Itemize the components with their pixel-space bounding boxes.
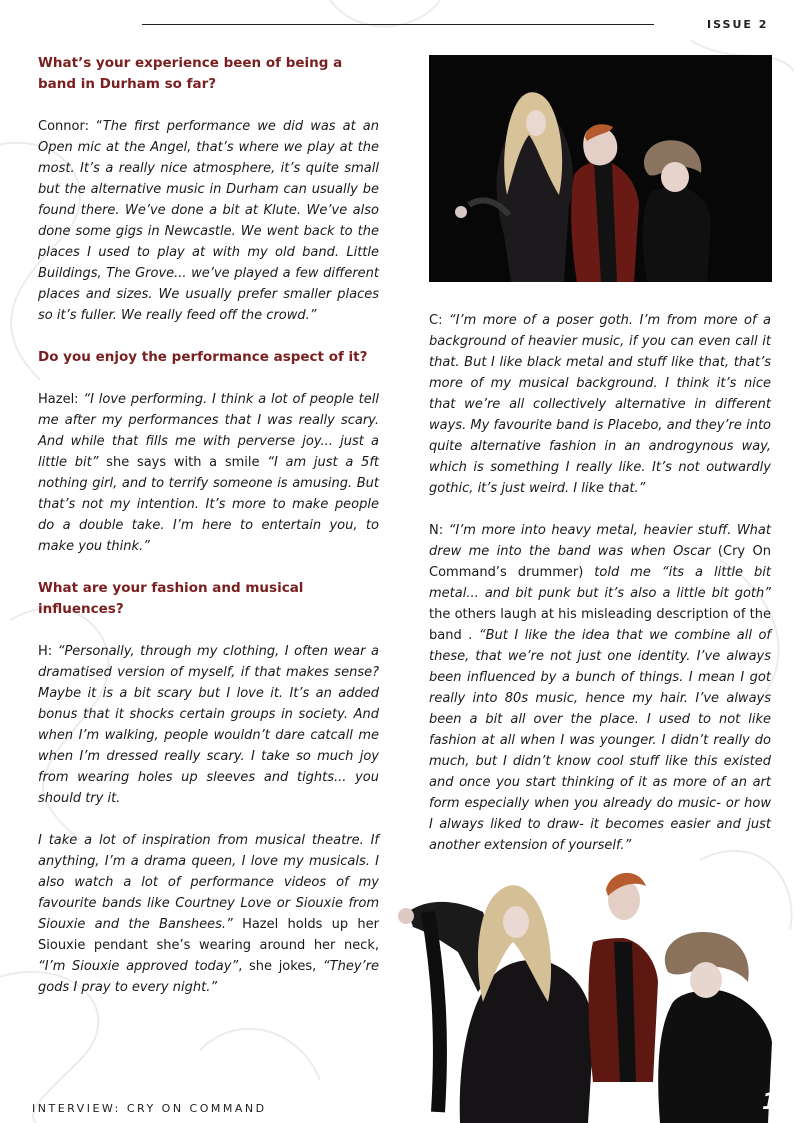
answer-n-narration-1: (Cry On Command’s drummer) xyxy=(429,544,771,580)
answer-4 xyxy=(38,830,379,998)
answer-2-quote-2: “I am just a 5ft nothing girl, and to terrify someone is amusing. But that’s not my intention. It’s more to make people do a double take. I’m here to entertain you, to make you think.” xyxy=(38,455,379,554)
answer-2-quote-1: “I love performing. I think a lot of people tell me after my performances that I was really scary. And while that fills me with perverse joy... just a little bit” xyxy=(38,392,379,470)
question-1: What’s your experience been of being a band in Durham so far? xyxy=(38,55,343,92)
answer-3 xyxy=(38,641,379,809)
speaker-n: N: xyxy=(429,523,449,538)
answer-n-quote-3: “But I like the idea that we combine all of these, that we’re not just one identity. I’ve always been influenced by a bunch of things. I mean I got really into 80s music, hence my hair. I’ve always been a bit all over the place. I used to not like fashion at all when I was younger. I didn’t really do much, but I didn’t know cool stuff like this existed and once you start thinking of it as more of an art form especially when you already do music- or how I always liked to draw- it becomes easier and just another extension of yourself.” xyxy=(429,628,772,853)
band-photo-cutout xyxy=(388,852,794,1123)
footer-label: INTERVIEW: CRY ON COMMAND xyxy=(32,1102,267,1115)
answer-1 xyxy=(38,116,379,326)
answer-n xyxy=(429,520,771,856)
answer-n-narration-2: the others laugh at his misleading description of the band . xyxy=(429,607,771,643)
speaker-hazel: Hazel: xyxy=(38,392,84,407)
answer-4-text: I take a lot of inspiration from musical theatre. If anything, I’m a drama queen, I love my musicals. I also watch a lot of performance videos of my favourite bands like Courtney Love or Siouxie from Siouxie and the Banshees.” xyxy=(38,833,379,932)
answer-4-end: “They’re gods I pray to every night.” xyxy=(38,959,380,995)
speaker-h: H: xyxy=(38,644,58,659)
band-photo-night xyxy=(429,55,772,282)
left-column xyxy=(38,53,379,998)
speaker-c: C: xyxy=(429,313,449,328)
band-photo-night-illustration xyxy=(429,55,772,282)
answer-1-text: The first performance we did was at an Open mic at the Angel, that’s where we play at the most. It’s a really nice atmosphere, it’s quite small but the alternative music in Durham can usually be found there. We’ve done a bit at Klute. We’ve also done some gigs in Newcastle. We went back to the places I used to play at with my old band. Little Buildings, The Grove... we’ve played a few different places and sizes. We usually prefer smaller places so it’s fuller. We really feed off the crowd.” xyxy=(38,119,380,323)
question-2: Do you enjoy the performance aspect of it? xyxy=(38,349,368,365)
header-rule xyxy=(142,24,654,25)
answer-2 xyxy=(38,389,379,557)
issue-label: ISSUE 2 xyxy=(707,18,769,31)
question-3: What are your fashion and musical influences? xyxy=(38,580,304,617)
answer-c xyxy=(429,310,771,499)
answer-2-narration: she says with a smile xyxy=(98,455,268,470)
answer-4-narration: Hazel holds up her Siouxie pendant she’s wearing around her neck, xyxy=(38,917,379,953)
answer-n-quote-1: “I’m more into heavy metal, heavier stuff. What drew me into the band was when Oscar xyxy=(429,523,771,559)
answer-4-quote: “I’m Siouxie approved today” xyxy=(38,959,239,974)
right-column xyxy=(429,310,771,856)
answer-n-quote-2: told me “its a little bit metal... and bit punk but it’s also a little bit goth” xyxy=(429,565,771,601)
page-number: 11 xyxy=(762,1090,793,1115)
answer-4-narration-2: , she jokes, xyxy=(238,959,323,974)
answer-3-text: “Personally, through my clothing, I often wear a dramatised version of myself, if that makes sense? Maybe it is a bit scary but I love it. It’s an added bonus that it shocks certain groups in society. And when I’m walking, people wouldn’t dare catcall me when I’m dressed really scary. I take so much joy from wearing holes up sleeves and tights... you should try it. xyxy=(38,644,379,806)
answer-c-text: “I’m more of a poser goth. I’m from more of a background of heavier music, if you can even call it that. But I like black metal and stuff like that, that’s more of my musical background. I think it’s nice that we’re all collectively alternative in different ways. My favourite band is Placebo, and they’re into quite alternative fashion in an androgynous way, which is something I really like. It’s not outwardly gothic, it’s just weird. I like that.” xyxy=(429,313,771,496)
band-photo-cutout-illustration xyxy=(388,852,794,1123)
speaker-connor: Connor: “ xyxy=(38,119,103,134)
